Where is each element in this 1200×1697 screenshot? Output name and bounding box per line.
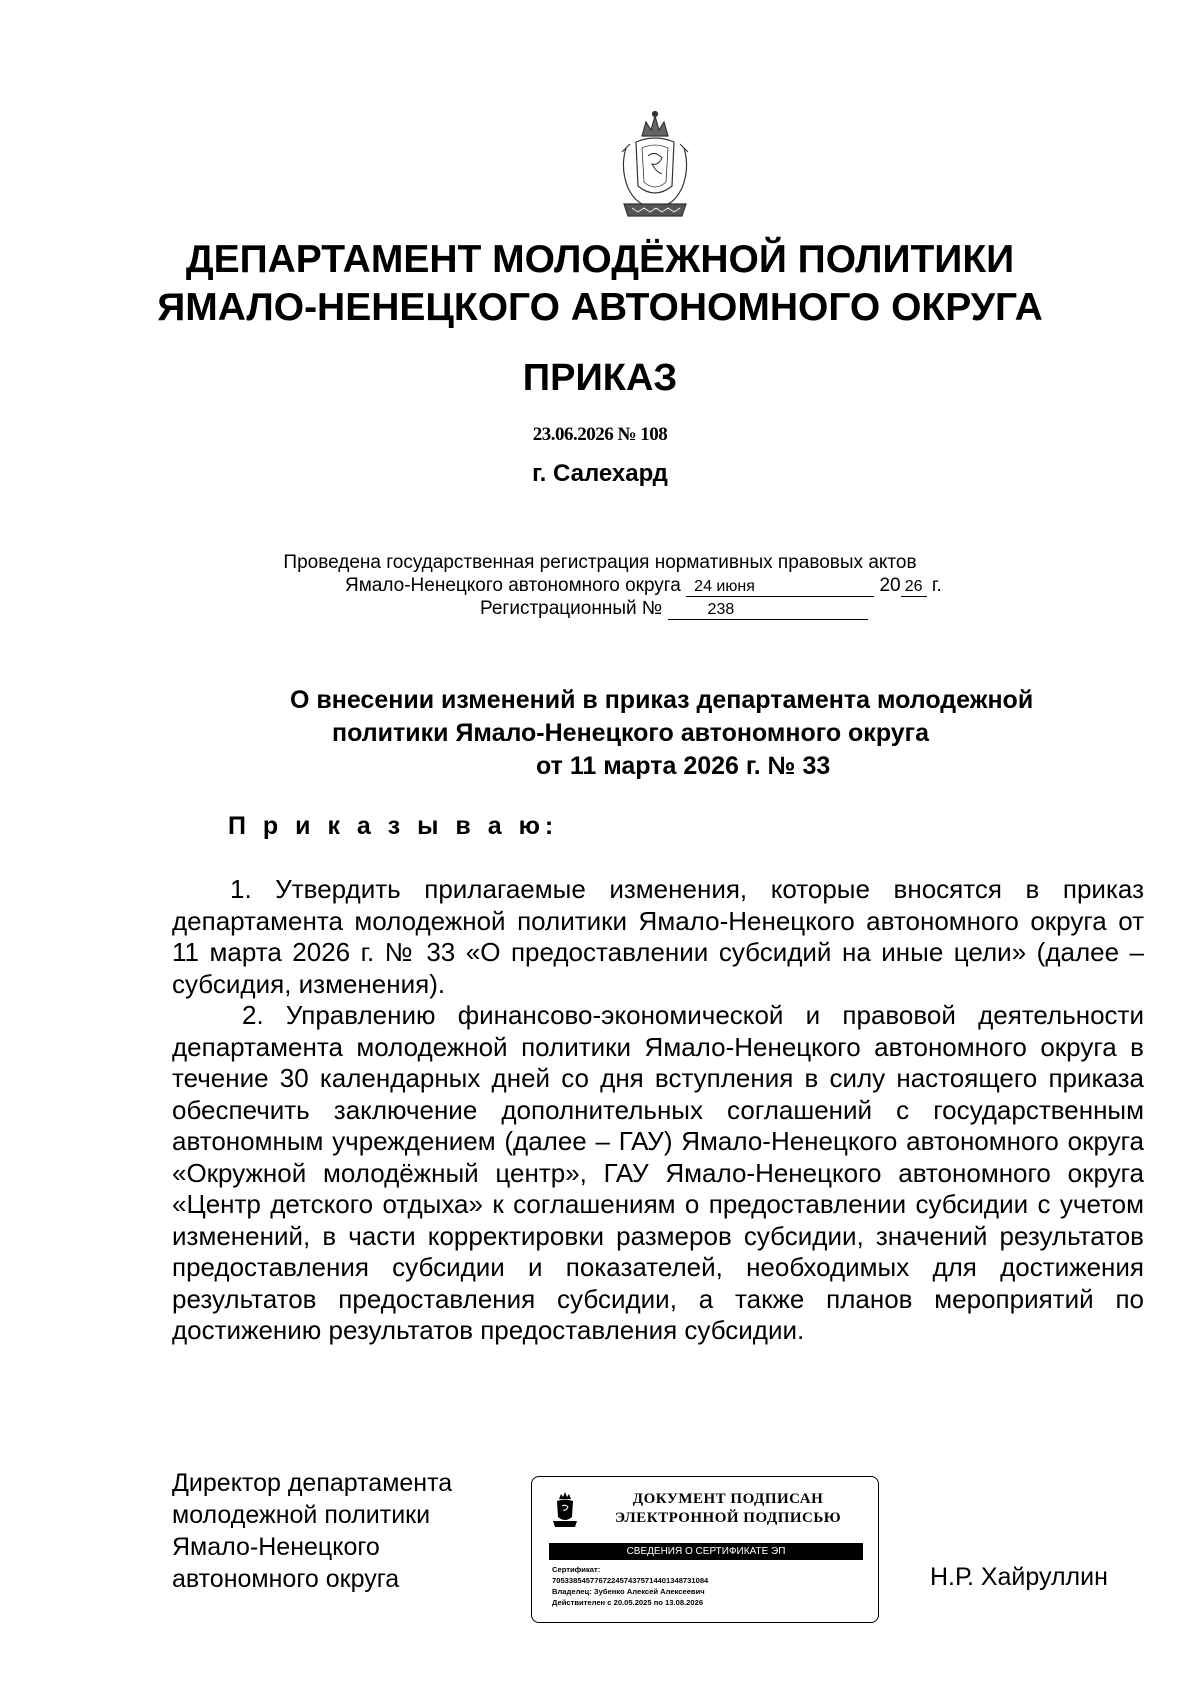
stamp-validity: Действителен с 20.05.2025 по 13.08.2026 xyxy=(552,1598,704,1607)
document-type-title: ПРИКАЗ xyxy=(522,357,678,399)
registration-year-prefix: 20 xyxy=(879,575,901,596)
electronic-signature-stamp xyxy=(531,1476,879,1623)
subject-line3: от 11 марта 2026 г. № 33 xyxy=(536,752,831,780)
order-body xyxy=(172,874,1144,1347)
subject-line2: политики Ямало-Ненецкого автономного округа xyxy=(332,719,929,747)
signer-title-line: молодежной политики xyxy=(172,1501,431,1529)
registration-number: 238 xyxy=(668,601,868,620)
registration-date: 24 июня xyxy=(686,578,874,597)
subject-line1: О внесении изменений в приказ департамента молодежной xyxy=(290,686,1034,714)
department-name-line2: ЯМАЛО-НЕНЕЦКОГО АВТОНОМНОГО ОКРУГА xyxy=(157,286,1043,329)
registration-year: 26 xyxy=(901,578,927,597)
stamp-owner: Владелец: Зубенко Алексей Алексеевич xyxy=(552,1587,705,1596)
directive-heading: П р и к а з ы в а ю: xyxy=(228,812,559,840)
body-paragraph-2: 2. Управлению финансово-экономической и правовой деятельности департамента молодежной политики Ямало-Ненецкого автономного округа в течение 30 календарных дней со дня вступления в силу настоящего приказа обеспечить заключение дополнительных соглашений с государственным автономным учреждением (далее – ГАУ) Ямало-Ненецкого автономного округа «Окружной молодёжный центр», ГАУ Ямало-Ненецкого автономного округа «Центр детского отдыха» к соглашениям о предоставлении субсидии с учетом изменений, в части корректировки размеров субсидии, значений результатов предоставления субсидии и показателей, необходимых для достижения результатов предоставления субсидии, а также планов мероприятий по достижению результатов предоставления субсидии. xyxy=(172,1000,1144,1345)
body-paragraph-1: 1. Утвердить прилагаемые изменения, которые вносятся в приказ департамента молодежной политики Ямало-Ненецкого автономного округа от 11 марта 2026 г. № 33 «О предоставлении субсидий на иные цели» (далее – субсидия, изменения). xyxy=(172,874,1144,999)
stamp-emblem-icon xyxy=(550,1491,580,1531)
registration-line2 xyxy=(345,574,942,597)
stamp-certificate-bar: СВЕДЕНИЯ О СЕРТИФИКАТЕ ЭП xyxy=(549,1543,863,1560)
registration-line2-prefix: Ямало-Ненецкого автономного округа xyxy=(345,575,681,596)
stamp-cert-number: 70533854577672245743757144013487310​84 xyxy=(552,1576,709,1585)
signer-title xyxy=(172,1467,452,1595)
city: г. Салехард xyxy=(532,460,668,487)
signer-title-line: автономного округа xyxy=(172,1565,400,1593)
order-date-number: 23.06.2026 № 108 xyxy=(532,424,668,445)
department-name-line1: ДЕПАРТАМЕНТ МОЛОДЁЖНОЙ ПОЛИТИКИ xyxy=(185,238,1015,281)
coat-of-arms-emblem xyxy=(612,108,698,226)
signer-name: Н.Р. Хайруллин xyxy=(930,1563,1108,1591)
registration-number-label: Регистрационный № xyxy=(480,598,663,619)
registration-line3 xyxy=(480,597,868,620)
stamp-cert-label: Сертификат: xyxy=(552,1565,601,1574)
signer-title-line: Директор департамента xyxy=(172,1469,453,1497)
registration-year-unit: г. xyxy=(931,575,942,596)
registration-line1: Проведена государственная регистрация нормативных правовых актов xyxy=(283,552,917,573)
signer-title-line: Ямало-Ненецкого xyxy=(172,1533,380,1561)
stamp-heading-1: ДОКУМЕНТ ПОДПИСАН xyxy=(632,1491,824,1507)
stamp-heading-2: ЭЛЕКТРОННОЙ ПОДПИСЬЮ xyxy=(614,1510,842,1526)
